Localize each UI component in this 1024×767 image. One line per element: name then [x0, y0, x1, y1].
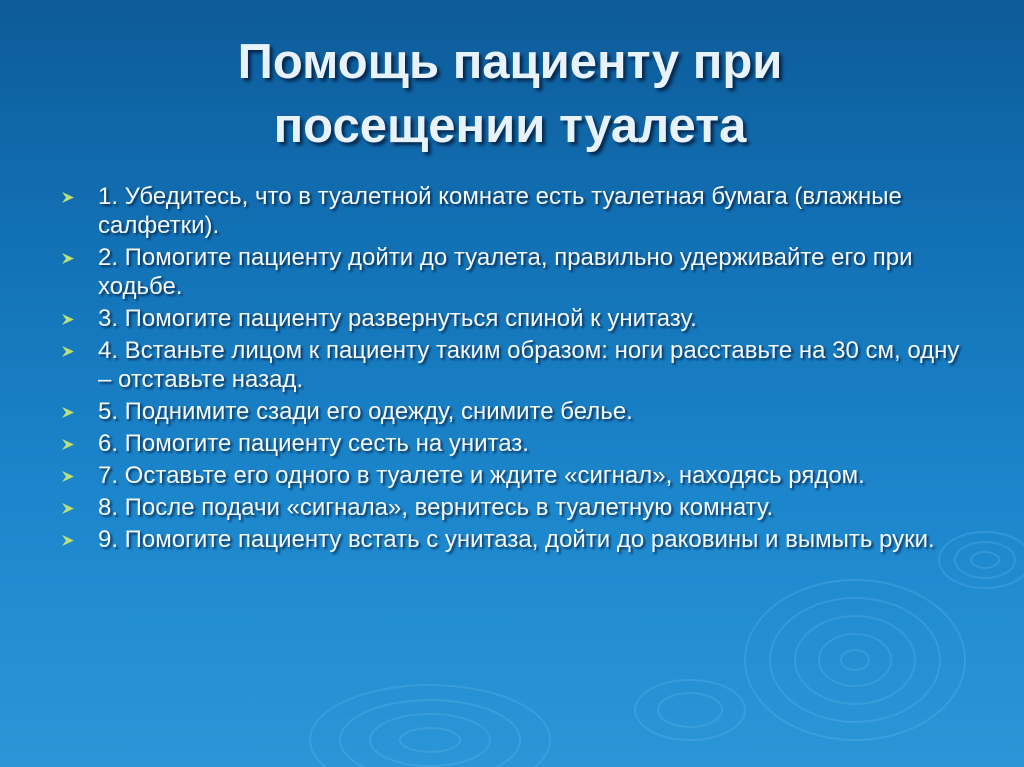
list-item	[58, 429, 978, 458]
list-item-text: 1. Убедитесь, что в туалетной комнате есть туалетная бумага (влажные салфетки).	[98, 183, 902, 239]
arrowhead-bullet-icon	[60, 191, 76, 204]
slide-title-line-2: посещении туалета	[273, 99, 747, 153]
slide-title	[130, 30, 890, 158]
list-item-text: 2. Помогите пациенту дойти до туалета, правильно удерживайте его при ходьбе.	[98, 244, 913, 300]
list-item	[58, 461, 978, 490]
arrowhead-bullet-icon	[60, 470, 76, 483]
arrowhead-bullet-icon	[60, 252, 76, 265]
list-item-text: 7. Оставьте его одного в туалете и ждите «сигнал», находясь рядом.	[98, 462, 865, 489]
list-item	[58, 397, 978, 426]
list-item-text: 4. Встаньте лицом к пациенту таким образом: ноги расставьте на 30 см, одну – отставьте назад.	[98, 337, 960, 393]
arrowhead-bullet-icon	[60, 502, 76, 515]
list-item	[58, 304, 978, 333]
list-item-text: 3. Помогите пациенту развернуться спиной к унитазу.	[98, 305, 697, 332]
list-item	[58, 182, 978, 240]
list-item-text: 5. Поднимите сзади его одежду, снимите белье.	[98, 398, 633, 425]
arrowhead-bullet-icon	[60, 438, 76, 451]
arrowhead-bullet-icon	[60, 345, 76, 358]
arrowhead-bullet-icon	[60, 406, 76, 419]
list-item-text: 8. После подачи «сигнала», вернитесь в туалетную комнату.	[98, 494, 774, 521]
slide-title-line-1: Помощь пациенту при	[237, 35, 783, 89]
list-item-text: 6. Помогите пациенту сесть на унитаз.	[98, 430, 529, 457]
list-item-text: 9. Помогите пациенту встать с унитаза, дойти до раковины и вымыть руки.	[98, 526, 935, 553]
list-item	[58, 243, 978, 301]
arrowhead-bullet-icon	[60, 313, 76, 326]
list-item	[58, 525, 978, 554]
list-item	[58, 493, 978, 522]
arrowhead-bullet-icon	[60, 534, 76, 547]
list-item	[58, 336, 978, 394]
instruction-list	[58, 182, 978, 557]
